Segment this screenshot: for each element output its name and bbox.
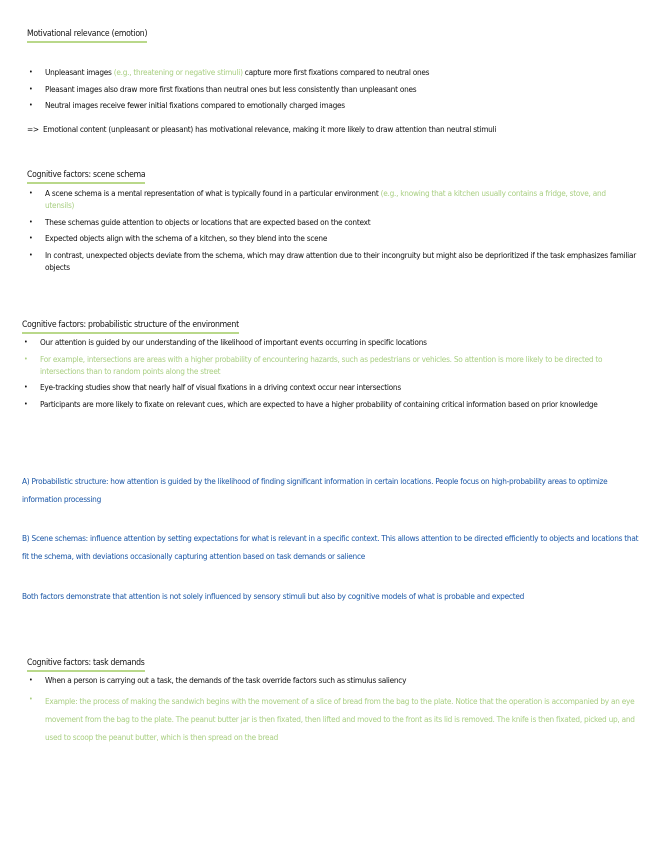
summary-scene-schemas: B) Scene schemas: influence attention by setting expectations for what is relevant in a specific context. This allows attention to be directed efficiently to objects and locations that fit the schema, with deviations occasionally capturing attention based on task demands or salience <box>22 533 639 562</box>
arrow-icon: => <box>27 124 39 134</box>
motivational-list <box>27 67 637 117</box>
list-item: • Unpleasant images (e.g., threatening or negative stimuli) capture more first fixations compared to neutral ones <box>27 67 637 79</box>
list-item: • These schemas guide attention to objects or locations that are expected based on the context <box>27 217 637 229</box>
list-item: • Example: the process of making the sandwich begins with the movement of a slice of bread from the bag to the plate. Notice that the operation is accompanied by an eye movement from the bag to the plate. The peanut butter jar is then fixated, then lifted and moved to the front as its lid is removed. The knife is then fixated, picked up, and used to scoop the peanut butter, which is then spread on the bread <box>27 692 637 746</box>
heading-task-demands: Cognitive factors: task demands <box>27 657 145 672</box>
list-item: • When a person is carrying out a task, the demands of the task override factors such as stimulus saliency <box>27 675 637 687</box>
list-item: • Participants are more likely to fixate on relevant cues, which are expected to have a higher probability of containing critical information based on prior knowledge <box>22 399 637 411</box>
motivational-conclusion: => Emotional content (unpleasant or pleasant) has motivational relevance, making it more likely to draw attention than neutral stimuli <box>27 124 497 134</box>
summary-both-factors: Both factors demonstrate that attention is not solely influenced by sensory stimuli but also by cognitive models of what is probable and expected <box>22 591 525 601</box>
list-item: • For example, intersections are areas with a higher probability of encountering hazards, such as pedestrians or vehicles. So attention is more likely to be directed to intersections than to random points along the street <box>22 354 637 378</box>
list-item: • Neutral images receive fewer initial fixations compared to emotionally charged images <box>27 100 637 112</box>
task-demands-list <box>27 675 637 751</box>
probabilistic-list <box>22 337 637 416</box>
list-item: • Our attention is guided by our understanding of the likelihood of important events occurring in specific locations <box>22 337 637 349</box>
list-item: • Expected objects align with the schema of a kitchen, so they blend into the scene <box>27 233 637 245</box>
list-item: • In contrast, unexpected objects deviate from the schema, which may draw attention due to their incongruity but might also be deprioritized if the task emphasizes familiar objects <box>27 250 637 274</box>
scene-schema-list <box>27 188 637 279</box>
list-item: • Eye-tracking studies show that nearly half of visual fixations in a driving context occur near intersections <box>22 382 637 394</box>
summary-probabilistic: A) Probabilistic structure: how attention is guided by the likelihood of finding significant information in certain locations. People focus on high-probability areas to optimize information processing <box>22 476 608 505</box>
list-item: • A scene schema is a mental representation of what is typically found in a particular environment (e.g., knowing that a kitchen usually contains a fridge, stove, and utensils) <box>27 188 637 212</box>
list-item: • Pleasant images also draw more first fixations than neutral ones but less consistently than unpleasant ones <box>27 84 637 96</box>
heading-scene-schema: Cognitive factors: scene schema <box>27 169 145 184</box>
heading-motivational-relevance: Motivational relevance (emotion) <box>27 28 147 43</box>
heading-probabilistic-structure: Cognitive factors: probabilistic structure of the environment <box>22 319 239 334</box>
